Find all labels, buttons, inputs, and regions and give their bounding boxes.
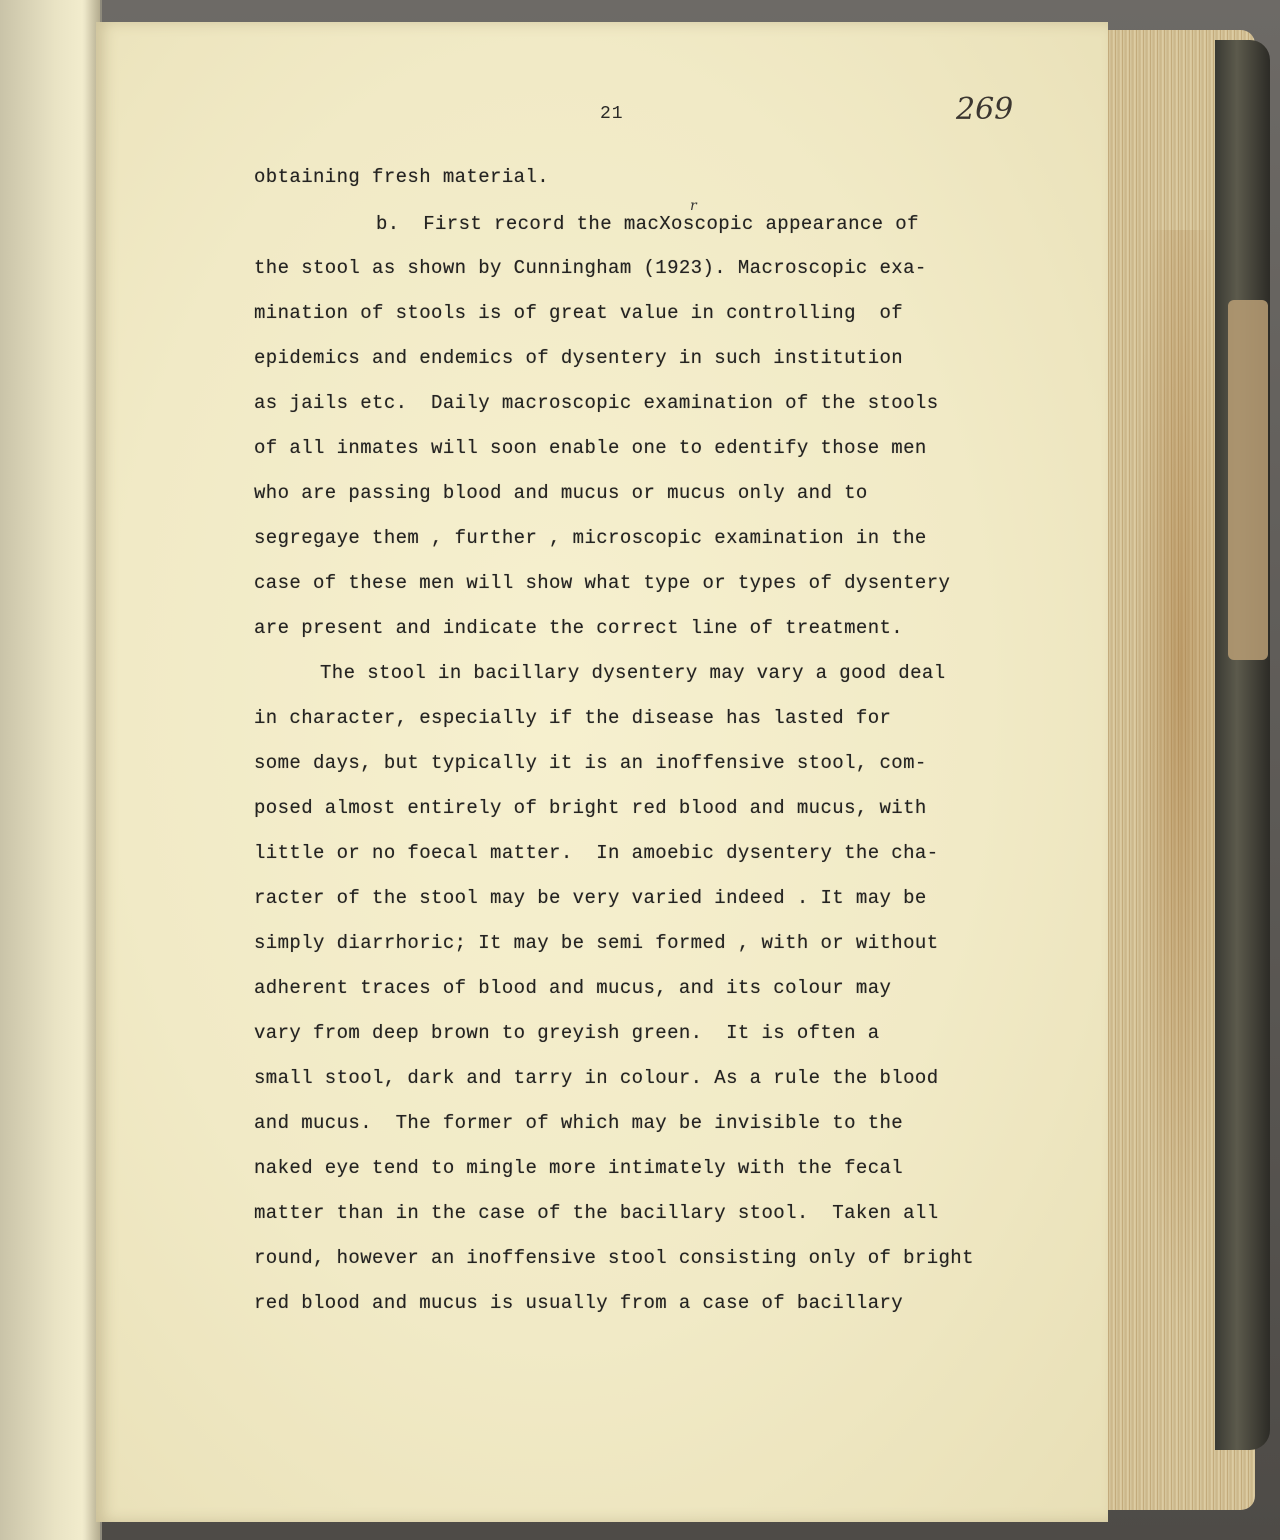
text-line: segregaye them , further , microscopic examination in the: [254, 527, 927, 549]
text-line: of all inmates will soon enable one to edentify those men: [254, 437, 927, 459]
text-line: simply diarrhoric; It may be semi formed , with or without: [254, 932, 939, 954]
text-line: racter of the stool may be very varied indeed . It may be: [254, 887, 927, 909]
text-line: little or no foecal matter. In amoebic dysentery the cha-: [254, 842, 939, 864]
text-line: round, however an inoffensive stool consisting only of bright: [254, 1247, 974, 1269]
text-line: naked eye tend to mingle more intimately with the fecal: [254, 1157, 904, 1179]
text-line: adherent traces of blood and mucus, and its colour may: [254, 977, 892, 999]
text-line: b. First record the macXoscopic appearance of: [376, 213, 919, 235]
text-line: and mucus. The former of which may be invisible to the: [254, 1112, 904, 1134]
text-line: epidemics and endemics of dysentery in such institution: [254, 347, 904, 369]
text-line: small stool, dark and tarry in colour. As a rule the blood: [254, 1067, 939, 1089]
handwritten-folio-number: 269: [956, 92, 1014, 127]
text-line: obtaining fresh material.: [254, 166, 550, 188]
page-number: 21: [600, 104, 624, 124]
text-line: matter than in the case of the bacillary stool. Taken all: [254, 1202, 939, 1224]
handwritten-insertion-mark: r: [690, 198, 697, 214]
text-line: the stool as shown by Cunningham (1923). Macroscopic exa-: [254, 257, 927, 279]
text-line: are present and indicate the correct line of treatment.: [254, 617, 904, 639]
text-line: vary from deep brown to greyish green. It is often a: [254, 1022, 880, 1044]
text-line: case of these men will show what type or types of dysentery: [254, 572, 951, 594]
text-line: red blood and mucus is usually from a case of bacillary: [254, 1292, 904, 1314]
text-line: mination of stools is of great value in controlling of: [254, 302, 904, 324]
text-line: The stool in bacillary dysentery may vary a good deal: [320, 662, 946, 684]
text-line: who are passing blood and mucus or mucus only and to: [254, 482, 868, 504]
text-line: posed almost entirely of bright red blood and mucus, with: [254, 797, 927, 819]
text-line: in character, especially if the disease has lasted for: [254, 707, 892, 729]
text-line: some days, but typically it is an inoffensive stool, com-: [254, 752, 927, 774]
text-line: as jails etc. Daily macroscopic examination of the stools: [254, 392, 939, 414]
